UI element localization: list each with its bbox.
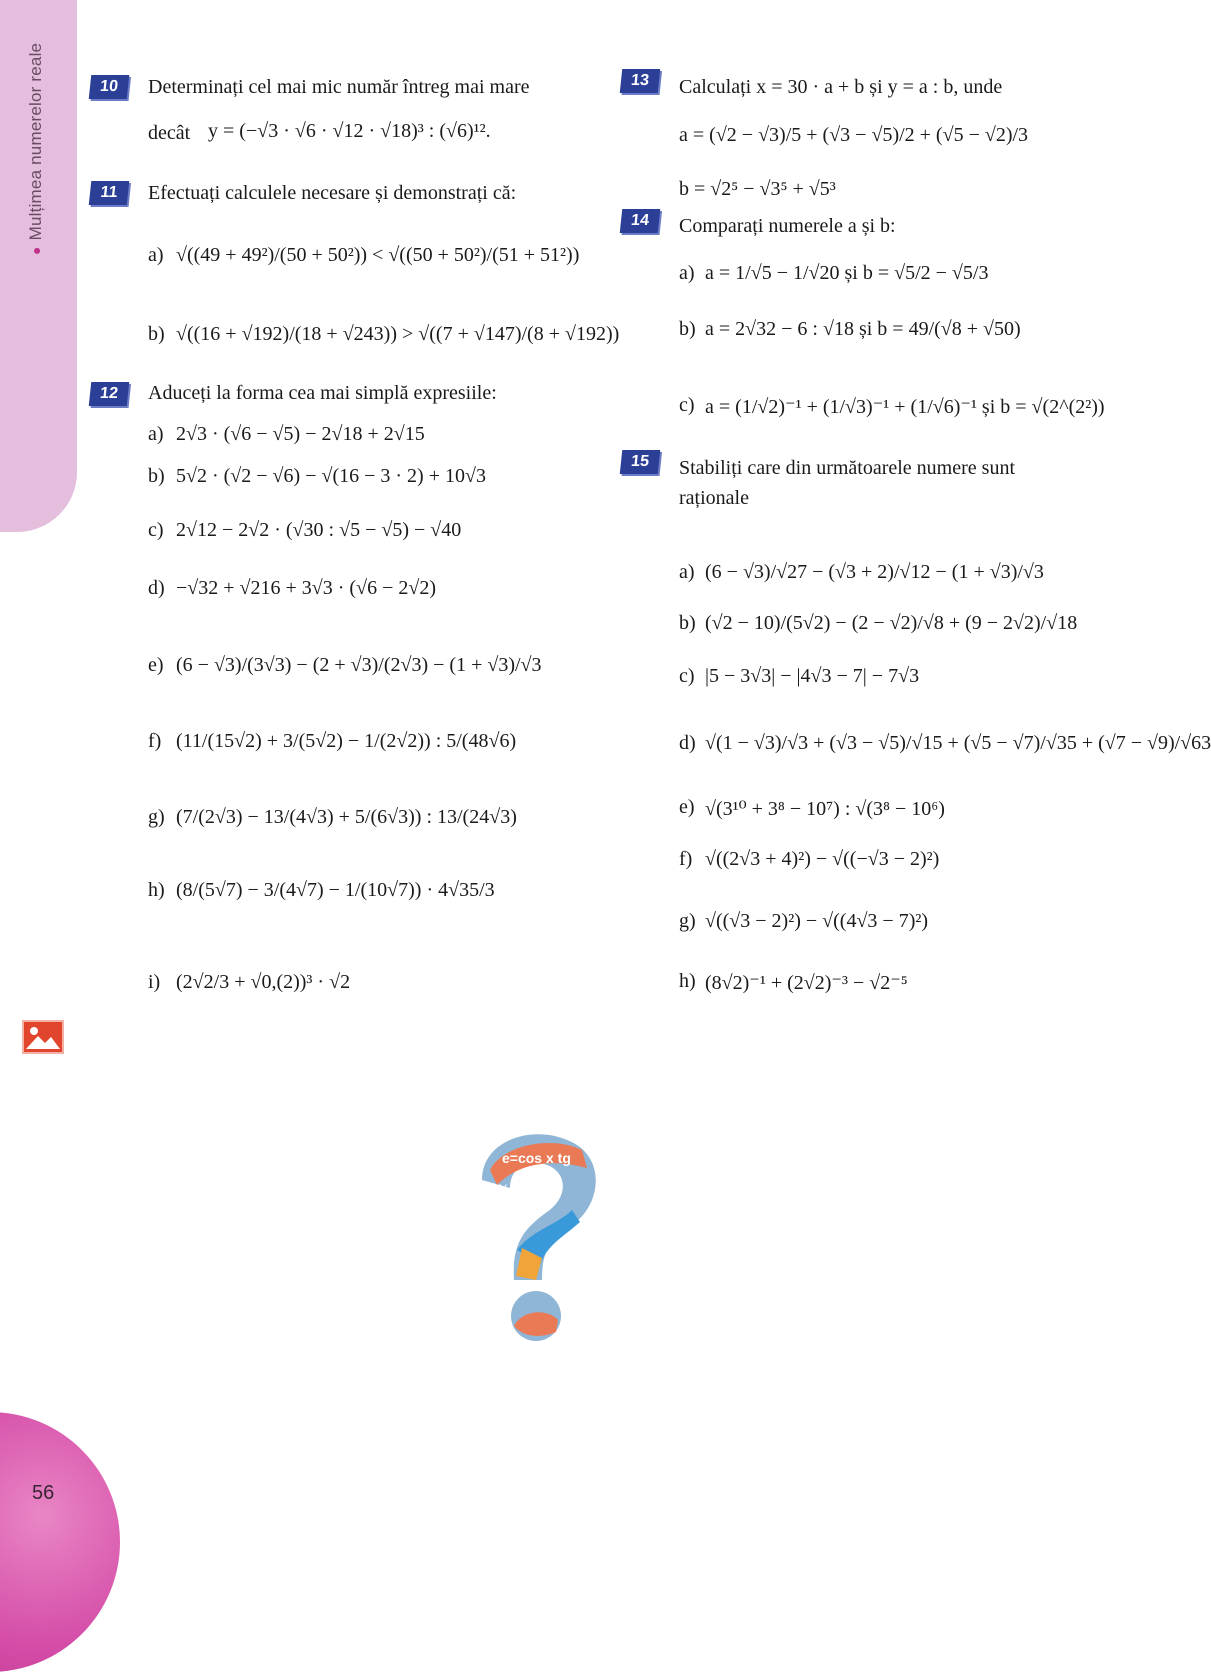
percent-decoration: % [497,1181,510,1197]
problem-14a-expression: a = 1/√5 − 1/√20 și b = √5/2 − √5/3 [705,262,989,284]
problem-12b-expression: 5√2 · (√2 − √6) − √(16 − 3 · 2) + 10√3 [176,465,486,487]
problem-12a-label: a) [148,423,164,445]
problem-12d-label: d) [148,577,165,599]
problem-14-text: Comparați numerele a și b: [679,215,896,237]
problem-number-11: 11 [89,181,130,205]
problem-11b-expression: √((16 + √192)/(18 + √243)) > √((7 + √147)/(8 + √192)) [176,323,620,345]
problem-12a-expression: 2√3 · (√6 − √5) − 2√18 + 2√15 [176,423,425,445]
problem-14b-expression: a = 2√32 − 6 : √18 și b = 49/(√8 + √50) [705,318,1021,340]
problem-15f-label: f) [679,848,693,870]
problem-12f-expression: (11/(15√2) + 3/(5√2) − 1/(2√2)) : 5/(48√6) [176,730,517,752]
problem-number-14: 14 [620,209,661,233]
problem-14b-label: b) [679,318,696,340]
problem-12c-expression: 2√12 − 2√2 · (√30 : √5 − √5) − √40 [176,519,462,541]
problem-number-13: 13 [620,69,661,93]
problem-15b-expression: (√2 − 10)/(5√2) − (2 − √2)/√8 + (9 − 2√2)/√18 [705,612,1078,634]
problem-13-text: Calculați x = 30 · a + b și y = a : b, unde [679,76,1003,98]
problem-10-expression: y = (−√3 · √6 · √12 · √18)³ : (√6)¹². [208,120,491,142]
problem-12g-label: g) [148,806,165,828]
problem-12i-label: i) [148,971,161,993]
question-mark-illustration [462,1130,622,1350]
bullet-icon: ● [28,246,44,255]
problem-11b-label: b) [148,323,165,345]
problem-12f-label: f) [148,730,162,752]
problem-12h-label: h) [148,879,165,901]
problem-12e-expression: (6 − √3)/(3√3) − (2 + √3)/(2√3) − (1 + √3)/√3 [176,654,542,676]
problem-15h-expression: (8√2)⁻¹ + (2√2)⁻³ − √2⁻⁵ [705,972,908,994]
problem-15d-expression: √(1 − √3)/√3 + (√3 − √5)/√15 + (√5 − √7)/√35 + (√7 − √9)/√63 [705,732,1211,754]
chapter-title-text: Mulțimea numerelor reale [26,42,45,241]
problem-15-text-line2: raționale [679,487,749,509]
problem-14c-expression: a = (1/√2)⁻¹ + (1/√3)⁻¹ + (1/√6)⁻¹ și b = √(2^(2²)) [705,396,1105,418]
problem-15e-label: e) [679,796,695,818]
problem-15c-label: c) [679,665,695,687]
problem-12h-expression: (8/(5√7) − 3/(4√7) − 1/(10√7)) · 4√35/3 [176,879,495,901]
problem-12e-label: e) [148,654,164,676]
problem-number-10: 10 [89,75,130,99]
problem-15e-expression: √(3¹⁰ + 3⁸ − 10⁷) : √(3⁸ − 10⁶) [705,798,945,820]
problem-12c-label: c) [148,519,164,541]
problem-11a-label: a) [148,244,164,266]
problem-15g-expression: √((√3 − 2)²) − √((4√3 − 7)²) [705,910,929,932]
problem-15d-label: d) [679,732,696,754]
problem-14c-label: c) [679,394,695,416]
page-number: 56 [32,1482,55,1504]
page-corner-decoration [0,1412,120,1672]
question-mark-icon [462,1130,622,1350]
formula-decoration: e=cos x tg [502,1150,571,1166]
problem-12i-expression: (2√2/3 + √0,(2))³ · √2 [176,971,351,993]
problem-15c-expression: |5 − 3√3| − |4√3 − 7| − 7√3 [705,665,920,687]
problem-12d-expression: −√32 + √216 + 3√3 · (√6 − 2√2) [176,577,436,599]
chapter-title [26,35,46,255]
problem-12b-label: b) [148,465,165,487]
problem-15f-expression: √((2√3 + 4)²) − √((−√3 − 2)²) [705,848,940,870]
problem-15b-label: b) [679,612,696,634]
problem-number-12: 12 [89,382,130,406]
problem-15g-label: g) [679,910,696,932]
problem-10-prefix: decât [148,122,191,144]
problem-13-a-expression: a = (√2 − √3)/5 + (√3 − √5)/2 + (√5 − √2)/3 [679,124,1029,146]
problem-15-text-line1: Stabiliți care din următoarele numere sunt [679,457,1015,479]
problem-15a-expression: (6 − √3)/√27 − (√3 + 2)/√12 − (1 + √3)/√3 [705,561,1044,583]
problem-14a-label: a) [679,262,695,284]
problem-15a-label: a) [679,561,695,583]
problem-10-text: Determinați cel mai mic număr întreg mai mare [148,76,530,98]
sidebar-band [0,0,77,532]
problem-15h-label: h) [679,970,696,992]
problem-11a-expression: √((49 + 49²)/(50 + 50²)) < √((50 + 50²)/(51 + 51²)) [176,244,580,266]
image-gallery-icon[interactable] [22,1020,64,1054]
problem-12g-expression: (7/(2√3) − 13/(4√3) + 5/(6√3)) : 13/(24√3) [176,806,517,828]
problem-11-text: Efectuați calculele necesare și demonstrați că: [148,182,517,204]
problem-number-15: 15 [620,450,661,474]
problem-12-text: Aduceți la forma cea mai simplă expresiile: [148,382,497,404]
problem-13-b-expression: b = √2⁵ − √3⁵ + √5³ [679,178,836,200]
